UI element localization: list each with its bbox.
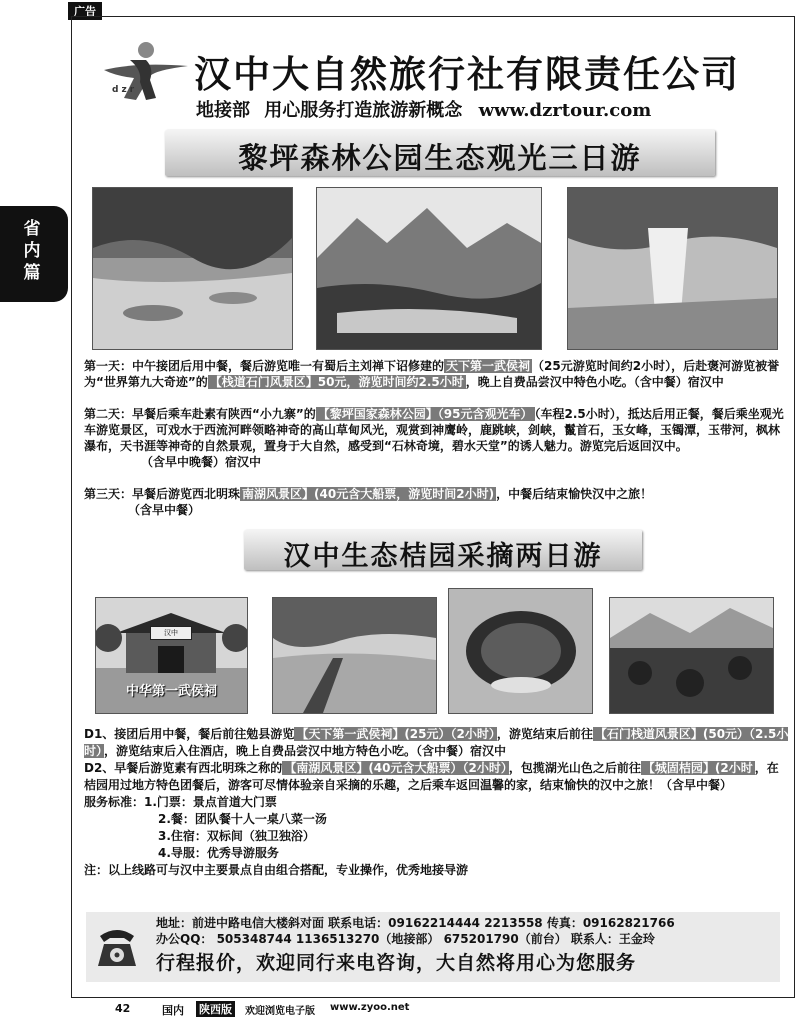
attraction-highlight: 【城固桔园】(2小时	[642, 761, 753, 775]
day-text: （25元游览时间约2小时），后赴褒河游览被誉为“世界第九大奇迹”的	[84, 359, 780, 389]
tour2-day2	[84, 760, 790, 794]
day-text: D2、早餐后游览素有西北明珠之称的	[84, 761, 283, 775]
route-note: 注：以上线路可与汉中主要景点自由组合搭配，专业操作，优秀地接导游	[84, 863, 469, 877]
company-slogan	[196, 96, 651, 122]
footer-slogan: 欢迎浏览电子版	[245, 1006, 315, 1017]
ad-tag: 广告	[68, 2, 102, 20]
day-text: ，包揽湖光山色之后前往	[508, 761, 641, 775]
day-text: ，游览结束后前往	[496, 727, 593, 741]
day-text: D1、接团后用中餐，餐后前往勉县游览	[84, 727, 295, 741]
day-label: 第二天：	[84, 407, 133, 421]
tour1-day2	[84, 406, 784, 470]
contact-address-phone: 地址：前进中路电信大楼斜对面 联系电话：09162214444 2213558 传真：09162821766	[156, 916, 675, 930]
day-label: 第三天：	[84, 487, 133, 501]
tour2-title-banner	[244, 530, 642, 570]
day-text: 早餐后游览西北明珠	[132, 487, 241, 501]
tour1-title: 黎坪森林公园生态观光三日游	[238, 141, 642, 175]
contact-tagline: 行程报价，欢迎同行来电咨询，大自然将用心为您服务	[156, 952, 637, 974]
day-text: 早餐后乘车赴素有陕西“小九寨”的	[132, 407, 316, 421]
photo-mountain-lake	[316, 187, 542, 350]
day-label: 第一天：	[84, 359, 133, 373]
meal-info: （含早中晚餐）宿汉中	[141, 455, 262, 469]
slogan-text: 用心服务打造旅游新概念	[264, 100, 463, 121]
day-text: ，中餐后结束愉快汉中之旅！	[496, 487, 653, 501]
tour2-itinerary	[84, 726, 790, 879]
attraction-highlight: 南湖风景区】(40元含大船票，游览时间2小时)	[242, 487, 495, 501]
tour2-day1	[84, 726, 790, 760]
meal-info: （含早中餐）	[128, 503, 201, 517]
day-text: ，晚上自费品尝汉中特色小吃。（含中餐）宿汉中	[465, 375, 724, 389]
attraction-highlight: 【石门栈道风景区】(50元）（2.5小时）	[84, 727, 789, 758]
service-item: 3.住宿：双标间（独卫独浴）	[158, 829, 315, 843]
page-number: 42	[115, 1002, 131, 1015]
service-item: 1.门票：景点首道大门票	[144, 795, 277, 809]
day-text: （车程2.5小时），抵达后用正餐，餐后乘坐观光车游览景区，可戏水于西流河畔领略神奇的高山草甸风光，观赏到神鹰岭，鹿跳峡，剑峡，鬣首石，玉女峰，玉镯潭，玉带河，枫林瀑布，天书涯等神奇的自然景观，置身于大自然，感受到“石林奇境，碧水天堂”的诱人魅力。游览完后返回汉中。	[84, 407, 784, 453]
photo-forest-stream	[92, 187, 293, 350]
page-footer	[0, 1000, 799, 1017]
photo-orange-orchard	[609, 597, 774, 714]
tour1-day1	[84, 358, 784, 390]
day-text: ，游览结束后入住酒店，晚上自费品尝汉中地方特色小吃。（含中餐）宿汉中	[104, 744, 507, 758]
contact-qq: 办公QQ： 505348744 1136513270（地接部） 675201790（前台） 联系人：王金玲	[156, 932, 655, 946]
dept-label: 地接部	[196, 100, 250, 121]
attraction-highlight: 【黎坪国家森林公园】（95元含观光车）	[317, 407, 533, 421]
attraction-highlight: 【天下第一武侯祠】(25元）（2小时）	[296, 727, 495, 741]
service-label: 服务标准：	[84, 795, 145, 809]
photo-lake-walkway	[272, 597, 437, 714]
attraction-highlight: 天下第一武侯祠	[446, 359, 531, 373]
contact-box	[86, 912, 780, 982]
day-text: 中午接团后用中餐，餐后游览唯一有蜀后主刘禅下诏修建的	[132, 359, 445, 373]
photo-wuhou-temple	[95, 597, 248, 714]
photo-waterfall	[567, 187, 778, 350]
website-link[interactable]: www.dzrtour.com	[478, 100, 652, 121]
day-text: ，在桔园用过地方特色团餐后，游客可尽情体验亲自采摘的乐趣，之后乘车返回温馨的家，结束愉快的汉中之旅！（含早中餐）	[84, 761, 779, 792]
attraction-highlight: 【南湖风景区】(40元含大船票）（2小时）	[284, 761, 507, 775]
telephone-icon	[94, 922, 140, 970]
tour1-title-banner	[165, 130, 715, 176]
service-standard	[84, 794, 790, 862]
footer-region: 国内	[162, 1004, 184, 1017]
service-item: 4.导服：优秀导游服务	[158, 846, 279, 860]
company-logo	[96, 40, 190, 102]
tour1-day3	[84, 486, 784, 518]
service-item: 2.餐：团队餐十人一桌八菜一汤	[158, 812, 327, 826]
company-name: 汉中大自然旅行社有限责任公司	[194, 53, 740, 96]
attraction-highlight: 【栈道石门风景区】50元，游览时间约2.5小时	[209, 375, 464, 389]
footer-website[interactable]: www.zyoo.net	[330, 1002, 410, 1013]
photo-caption: 中华第一武侯祠	[125, 684, 217, 699]
side-tab-label: 省内篇	[23, 219, 41, 283]
logo-text: dzr	[112, 85, 138, 95]
temple-sign: 汉中	[150, 626, 192, 640]
side-tab	[0, 206, 68, 302]
photo-lake-island	[448, 588, 593, 714]
edition-badge: 陕西版	[196, 1001, 235, 1017]
tour2-title: 汉中生态桔园采摘两日游	[283, 541, 603, 572]
